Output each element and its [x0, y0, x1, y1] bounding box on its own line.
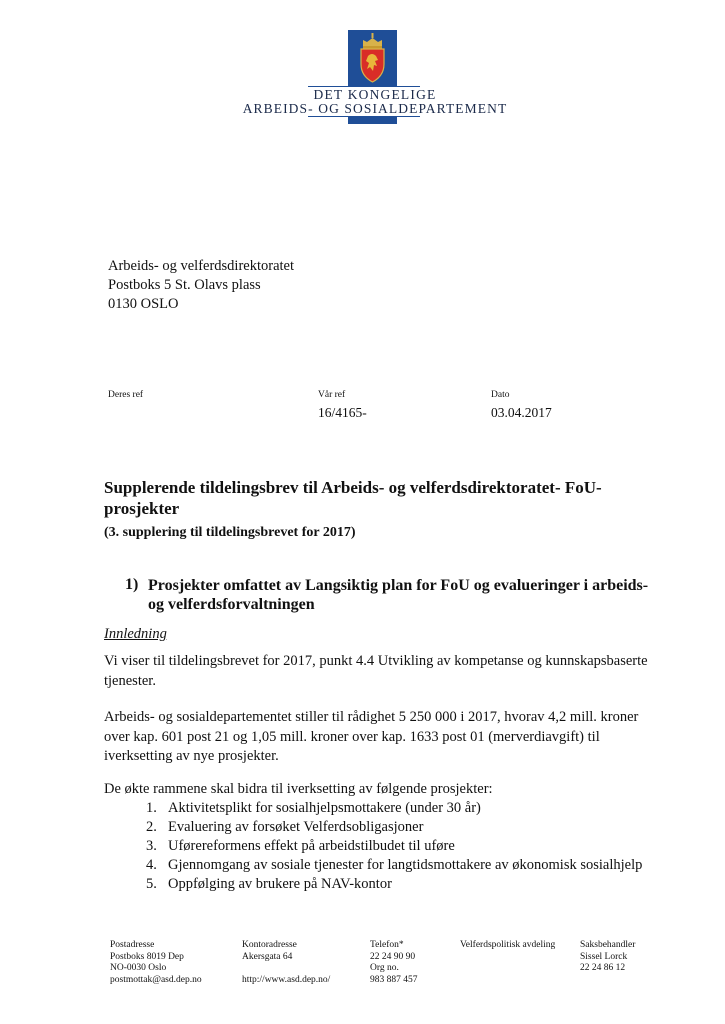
recipient-name: Arbeids- og velferdsdirektoratet: [108, 258, 295, 274]
dato-value: 03.04.2017: [491, 405, 552, 420]
norwegian-coat-of-arms-icon: [348, 30, 397, 86]
footer-label: Velferdspolitisk avdeling: [460, 940, 556, 950]
letterhead-line1: DET KONGELIGE: [313, 87, 437, 102]
letterhead-line2: ARBEIDS- OG SOSIALDEPARTEMENT: [242, 101, 508, 116]
section-number: 1): [125, 576, 139, 593]
letter-title: Supplerende tildelingsbrev til Arbeids- og velferdsdirektoratet- FoU-prosjekter: [104, 478, 602, 518]
footer-label: Saksbehandler: [580, 940, 636, 950]
list-item: 5. Oppfølging av brukere på NAV-kontor: [146, 876, 392, 892]
paragraph-2: Arbeids- og sosialdepartementet stiller til rådighet 5 250 000 i 2017, hvorav 4,2 mill. kroner over kap. 601 post 21 og 1,05 mill. kroner over kap. 1633 post 01 (merverdiavgift) til iverksetting av nye prosjekter.: [104, 709, 639, 764]
intro-label: Innledning: [104, 626, 167, 642]
footer-saksbehandler: Saksbehandler Sissel Lorck 22 24 86 12: [580, 940, 636, 973]
email-link[interactable]: postmottak@asd.dep.no: [110, 974, 202, 985]
letter-subtitle: (3. supplering til tildelingsbrevet for 2017): [104, 525, 356, 540]
paragraph-1: Vi viser til tildelingsbrevet for 2017, punkt 4.4 Utvikling av kompetanse og kunnskapsbaserte tjenester.: [104, 653, 648, 689]
deres-ref-label: Deres ref: [108, 390, 144, 400]
list-item: 1. Aktivitetsplikt for sosialhjelpsmottakere (under 30 år): [146, 800, 481, 816]
logo-base-block: [348, 117, 397, 124]
list-item: 2. Evaluering av forsøket Velferdsobligasjoner: [146, 819, 424, 835]
footer-telefon: Telefon* 22 24 90 90 Org no. 983 887 457: [370, 940, 418, 985]
footer-label: Telefon*: [370, 940, 404, 950]
footer-label: Kontoradresse: [242, 940, 297, 950]
var-ref-value: 16/4165-: [318, 405, 367, 420]
logo-crest-block: [348, 30, 397, 86]
var-ref-label: Vår ref: [318, 390, 346, 400]
website-link[interactable]: http://www.asd.dep.no/: [242, 974, 331, 985]
list-item: 3. Uførereformens effekt på arbeidstilbudet til uføre: [146, 838, 455, 854]
footer-avdeling: [460, 940, 555, 952]
footer-postadresse: Postadresse Postboks 8019 Dep NO-0030 Oslo postmottak@asd.dep.no: [110, 940, 202, 985]
footer-kontoradresse: Kontoradresse Akersgata 64 http://www.asd.dep.no/: [242, 940, 331, 985]
project-list: [146, 799, 642, 894]
dato-label: Dato: [491, 390, 510, 400]
section-heading: Prosjekter omfattet av Langsiktig plan for FoU og evalueringer i arbeids- og velferdsforvaltningen: [148, 577, 649, 613]
recipient-street: Postboks 5 St. Olavs plass: [108, 277, 261, 293]
footer-label: Postadresse: [110, 940, 155, 950]
recipient-city: 0130 OSLO: [108, 296, 179, 312]
list-item: 4. Gjennomgang av sosiale tjenester for langtidsmottakere av økonomisk sosialhjelp: [146, 857, 643, 873]
recipient-address: [108, 257, 294, 314]
paragraph-3: De økte rammene skal bidra til iverksetting av følgende prosjekter:: [104, 781, 493, 797]
